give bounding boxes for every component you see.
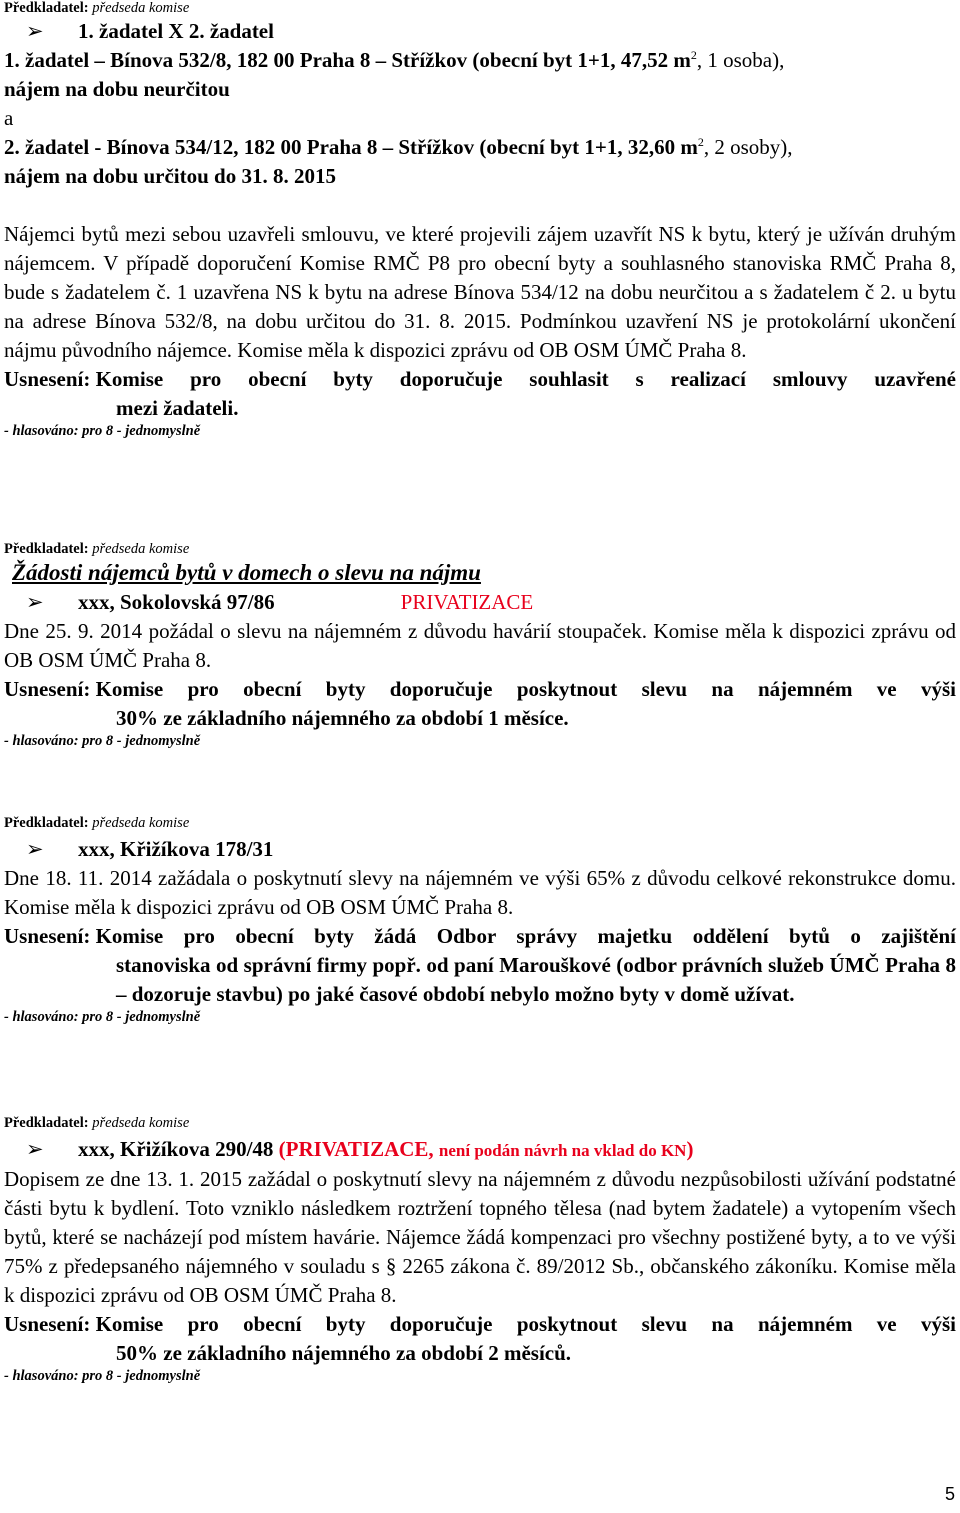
vote-result: - hlasováno: pro 8 - jednomyslně xyxy=(4,1368,201,1384)
vote-result: - hlasováno: pro 8 - jednomyslně xyxy=(4,1009,201,1025)
section-krizikova-178 xyxy=(4,815,956,1026)
predkladatel-line: Předkladatel: předseda komise xyxy=(4,541,190,557)
predkladatel-line: Předkladatel: předseda komise xyxy=(4,1115,190,1131)
section-sokolovska xyxy=(4,541,956,750)
resolution: Usnesení: Komise pro obecní byty doporučuje poskytnout slevu na nájemném ve výši 30% ze základního nájemného za období 1 měsíce. xyxy=(4,677,956,730)
description-paragraph: Dne 18. 11. 2014 zažádala o poskytnutí slevy na nájemném ve výši 65% z důvodu celkové rekonstrukce domu. Komise měla k dispozici zprávu od OB OSM ÚMČ Praha 8. xyxy=(4,866,956,919)
bullet-item: ➢ xxx, Sokolovská 97/86 PRIVATIZACE xyxy=(4,588,956,617)
section-krizikova-290 xyxy=(4,1115,956,1385)
bullet-item: ➢ 1. žadatel X 2. žadatel xyxy=(4,17,956,46)
vote-result: - hlasováno: pro 8 - jednomyslně xyxy=(4,423,201,439)
privatizace-tag: (PRIVATIZACE, xyxy=(278,1137,434,1161)
arrow-bullet-icon: ➢ xyxy=(26,1137,44,1161)
resolution: Usnesení: Komise pro obecní byty doporučuje poskytnout slevu na nájemném ve výši 50% ze základního nájemného za období 2 měsíců. xyxy=(4,1312,956,1365)
predkladatel-line: Předkladatel: předseda komise xyxy=(4,815,190,831)
arrow-bullet-icon: ➢ xyxy=(26,837,44,861)
arrow-bullet-icon: ➢ xyxy=(26,590,44,614)
resolution: Usnesení: Komise pro obecní byty žádá Odbor správy majetku oddělení bytů o zajištění stanoviska od správní firmy popř. od paní Marouškové (odbor právních služeb ÚMČ Praha 8 – dozoruje stavbu) po jaké časové období nebylo možno byty v domě užívat. xyxy=(4,924,956,1006)
description-paragraph: Dne 25. 9. 2014 požádal o slevu na nájemném z důvodu havárií stoupaček. Komise měla k dispozici zprávu od OB OSM ÚMČ Praha 8. xyxy=(4,619,956,672)
resolution: Usnesení: Komise pro obecní byty doporučuje souhlasit s realizací smlouvy uzavřené mezi žadateli. xyxy=(4,367,956,420)
page-number: 5 xyxy=(944,1484,955,1504)
closing-paren: ) xyxy=(686,1137,694,1161)
description-paragraph: Nájemci bytů mezi sebou uzavřeli smlouvu, ve které projevili zájem uzavřít NS k bytu, který je užíván druhým nájemcem. V případě doporučení Komise RMČ P8 pro obecní byty a souhlasného stanoviska RMČ Praha 8, bude s žadatelem č. 1 uzavřena NS k bytu na adrese Bínova 534/12 na dobu neurčitou a s žadatelem č 2. u bytu na adrese Bínova 532/8, na dobu určitou do 31. 8. 2015. Podmínkou uzavření NS je protokolární ukončení nájmu původního nájemce. Komise měla k dispozici zprávu od OB OSM ÚMČ Praha 8. xyxy=(4,222,956,362)
kn-note: není podán návrh na vklad do KN xyxy=(438,1141,687,1160)
bullet-item: ➢ xxx, Křižíkova 178/31 xyxy=(4,835,956,864)
section-zadatele xyxy=(4,0,956,440)
predkladatel-line: Předkladatel: předseda komise xyxy=(4,0,190,16)
description-paragraph: Dopisem ze dne 13. 1. 2015 zažádal o poskytnutí slevy na nájemném z důvodu nezpůsobilosti užívání podstatné části bytu k bydlení. Toto vzniklo následkem roztržení topného tělesa (nad bytem žadatele) a vytopením všech bytů, které se nacházejí pod místem havárie. Nájemce žádá kompenzaci pro všechny postižené byty, a to ve výši 75% z předepsaného nájemného v souladu s § 2265 zákona č. 89/2012 Sb., občanského zákoníku. Komise měla k dispozici zprávu od OB OSM ÚMČ Praha 8. xyxy=(4,1167,956,1307)
vote-result: - hlasováno: pro 8 - jednomyslně xyxy=(4,733,201,749)
applicant-block: 1. žadatel – Bínova 532/8, 182 00 Praha 8 – Střížkov (obecní byt 1+1, 47,52 $m^2$, 1 osoba), nájem na dobu neurčitou a 2. žadatel - Bínova 534/12, 182 00 Praha 8 – Střížkov (obecní byt 1+1, 32,60 $m^2$, 2 osoby), nájem na dobu určitou do 31. 8. 2015 xyxy=(4,48,793,188)
bullet-item: ➢ xxx, Křižíkova 290/48 (PRIVATIZACE, není podán návrh na vklad do KN) xyxy=(4,1135,956,1165)
section-title: Žádosti nájemců bytů v domech o slevu na nájmu xyxy=(12,560,481,585)
arrow-bullet-icon: ➢ xyxy=(26,19,44,43)
privatizace-tag: PRIVATIZACE xyxy=(400,590,534,614)
